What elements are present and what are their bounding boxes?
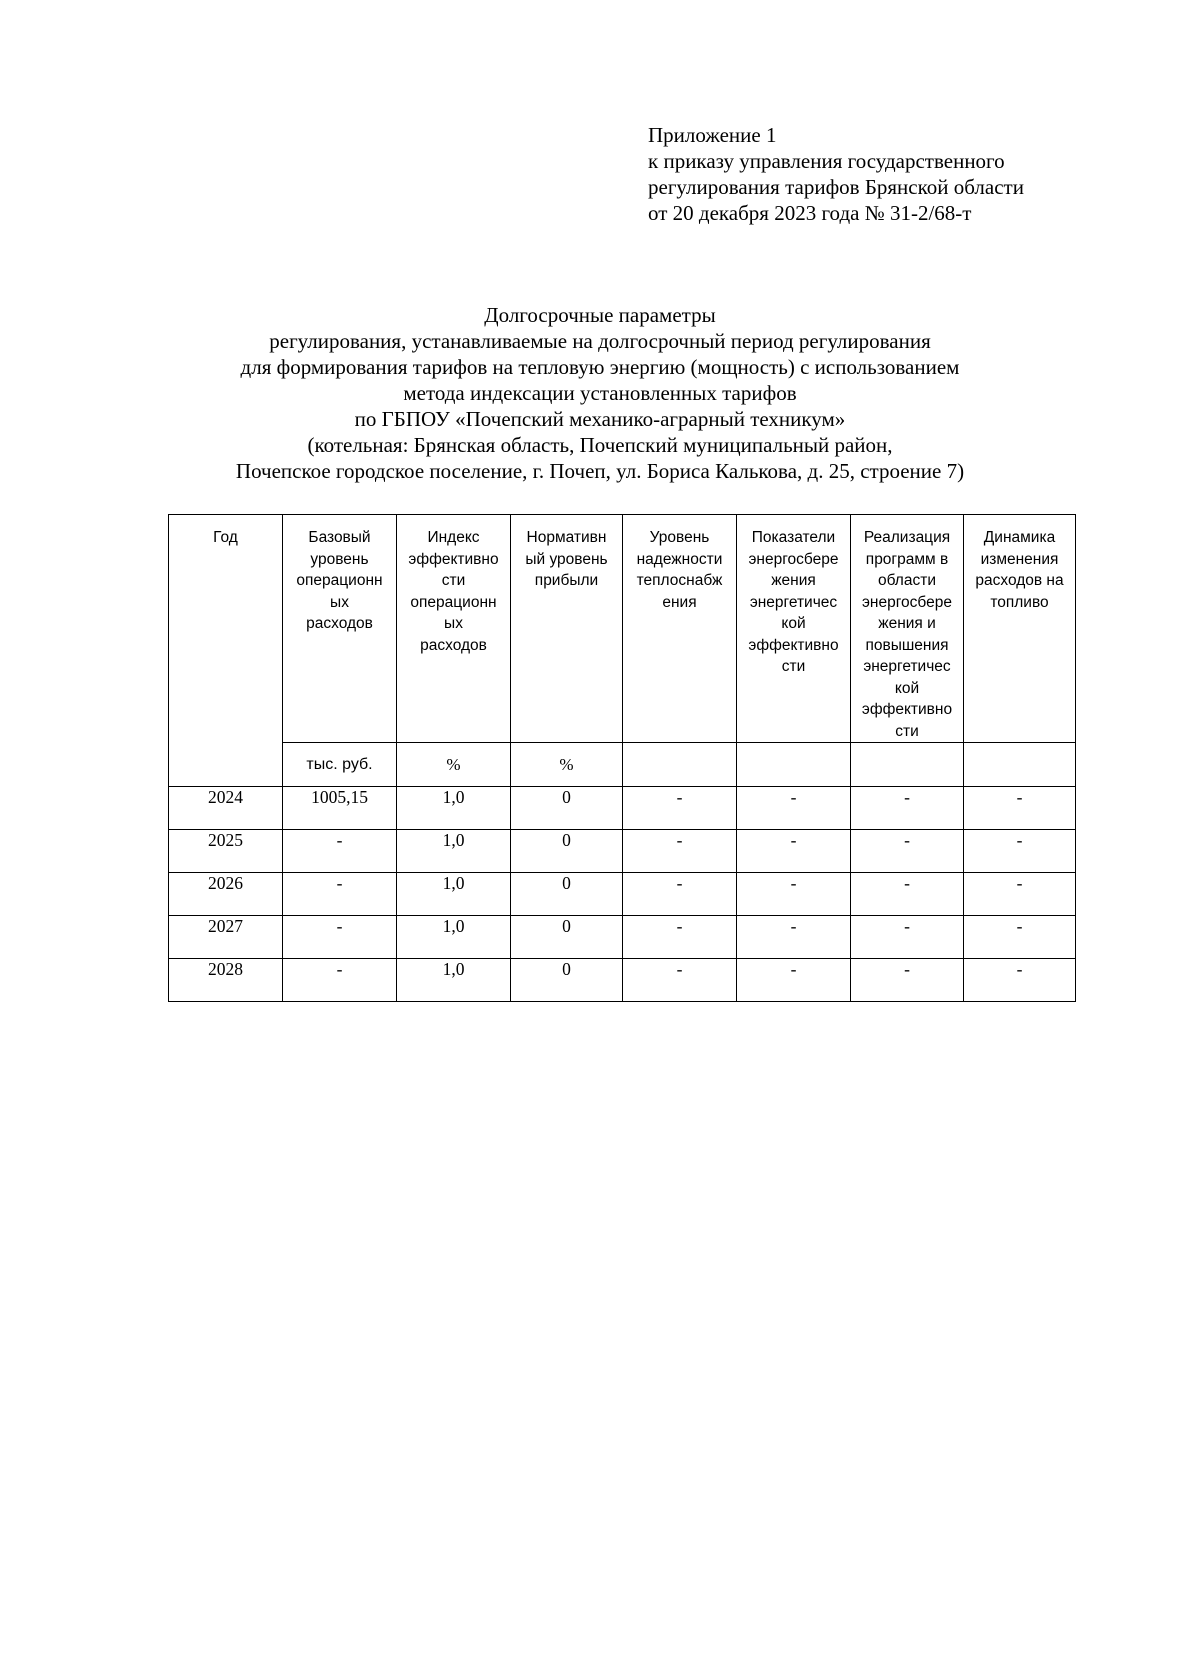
cell-efficiency-index: 1,0 [397, 830, 511, 873]
header-text-line: Динамика [983, 529, 1056, 546]
table-row [169, 830, 1076, 873]
cell-efficiency-index: 1,0 [397, 916, 511, 959]
header-text-line: эффективно [748, 636, 839, 654]
header-text-line: энергосбере [862, 593, 952, 611]
cell-efficiency-index: 1,0 [397, 873, 511, 916]
unit-cell-energy-saving [737, 743, 851, 787]
header-cell-fuel-dynamics [964, 515, 1076, 743]
header-cell-reliability [623, 515, 737, 743]
unit-cell-profit-level: % [511, 743, 623, 787]
header-cell-programs [851, 515, 964, 743]
unit-cell-fuel-dynamics [964, 743, 1076, 787]
title-line: (котельная: Брянская область, Почепский муниципальный район, [307, 433, 893, 457]
cell-energy-saving: - [737, 916, 851, 959]
unit-cell-reliability [623, 743, 737, 787]
cell-programs: - [851, 873, 964, 916]
cell-year: 2026 [169, 873, 283, 916]
header-text-line: уровень [310, 550, 369, 568]
document-title [0, 302, 1200, 484]
header-text-line: Показатели [751, 529, 836, 546]
unit-cell-programs [851, 743, 964, 787]
cell-profit-level: 0 [511, 916, 623, 959]
header-text-line: расходов [306, 615, 373, 632]
cell-efficiency-index: 1,0 [397, 959, 511, 1002]
header-text-line: расходов [420, 636, 487, 654]
header-text-line: Уровень [649, 529, 710, 546]
cell-base-opex: - [283, 916, 397, 959]
cell-profit-level: 0 [511, 959, 623, 1002]
cell-fuel-dynamics: - [964, 959, 1076, 1002]
header-text-line: ых [330, 593, 349, 611]
table-row [169, 916, 1076, 959]
units-row [169, 743, 1076, 787]
cell-year: 2027 [169, 916, 283, 959]
cell-programs: - [851, 959, 964, 1002]
cell-fuel-dynamics: - [964, 873, 1076, 916]
header-text-line: ения [662, 593, 697, 611]
header-text-line: повышения [865, 636, 949, 654]
title-line: метода индексации установленных тарифов [403, 381, 797, 405]
header-row [169, 515, 1076, 743]
header-cell-year [169, 515, 283, 787]
header-text-line: эффективно [861, 701, 953, 718]
cell-programs: - [851, 787, 964, 830]
header-cell-base-opex [283, 515, 397, 743]
table-row [169, 959, 1076, 1002]
title-line: Почепское городское поселение, г. Почеп, ул. Бориса Калькова, д. 25, строение 7) [235, 459, 965, 483]
cell-reliability: - [623, 830, 737, 873]
header-text-line: ый уровень [525, 550, 608, 568]
header-text-line: сти [441, 572, 466, 589]
cell-year: 2024 [169, 787, 283, 830]
header-text-line: энергетичес [749, 593, 838, 611]
cell-reliability: - [623, 959, 737, 1002]
cell-profit-level: 0 [511, 787, 623, 830]
header-text-line: теплоснабж [636, 572, 723, 589]
cell-base-opex: 1005,15 [283, 787, 397, 830]
title-line: Долгосрочные параметры [484, 303, 716, 327]
cell-reliability: - [623, 916, 737, 959]
annex-line: от 20 декабря 2023 года № 31-2/68-т [648, 201, 972, 225]
cell-profit-level: 0 [511, 830, 623, 873]
header-text-line: Базовый [308, 529, 371, 546]
header-text-line: жения [771, 572, 816, 589]
header-text-line: прибыли [534, 572, 599, 589]
header-cell-efficiency-index [397, 515, 511, 743]
title-line: для формирования тарифов на тепловую энергию (мощность) с использованием [240, 355, 960, 379]
header-cell-profit-level [511, 515, 623, 743]
header-text-line: изменения [980, 550, 1059, 568]
header-text-line: Индекс [427, 529, 480, 546]
cell-energy-saving: - [737, 959, 851, 1002]
title-line: регулирования, устанавливаемые на долгосрочный период регулирования [269, 329, 931, 353]
header-text-line: операционн [296, 572, 383, 589]
table-body [169, 515, 1076, 1002]
cell-efficiency-index: 1,0 [397, 787, 511, 830]
cell-fuel-dynamics: - [964, 830, 1076, 873]
header-text-line: жения и [878, 615, 936, 632]
cell-fuel-dynamics: - [964, 787, 1076, 830]
header-text-line: сти [781, 658, 806, 675]
header-text-line: Год [213, 529, 238, 546]
cell-reliability: - [623, 787, 737, 830]
unit-cell-base-opex: тыс. руб. [283, 743, 397, 787]
cell-year: 2028 [169, 959, 283, 1002]
cell-programs: - [851, 830, 964, 873]
cell-energy-saving: - [737, 873, 851, 916]
header-text-line: надежности [636, 550, 723, 568]
header-text-line: Реализация [863, 529, 951, 546]
cell-energy-saving: - [737, 830, 851, 873]
header-text-line: кой [894, 679, 920, 697]
cell-base-opex: - [283, 830, 397, 873]
cell-programs: - [851, 916, 964, 959]
annex-line: регулирования тарифов Брянской области [648, 175, 1024, 199]
header-text-line: Нормативн [526, 529, 607, 546]
header-text-line: области [878, 572, 936, 589]
cell-fuel-dynamics: - [964, 916, 1076, 959]
header-text-line: программ в [865, 550, 949, 568]
header-text-line: эффективно [408, 550, 499, 568]
header-text-line: операционн [410, 593, 497, 611]
header-cell-energy-saving [737, 515, 851, 743]
table-row [169, 873, 1076, 916]
cell-year: 2025 [169, 830, 283, 873]
annex-reference [648, 122, 1024, 226]
header-text-line: сти [895, 722, 919, 740]
annex-line: Приложение 1 [648, 123, 777, 147]
annex-line: к приказу управления государственного [648, 149, 1005, 173]
header-text-line: топливо [990, 593, 1049, 611]
header-text-line: ых [444, 615, 463, 632]
unit-cell-efficiency-index: % [397, 743, 511, 787]
cell-energy-saving: - [737, 787, 851, 830]
title-line: по ГБПОУ «Почепский механико-аграрный техникум» [354, 407, 846, 431]
cell-base-opex: - [283, 873, 397, 916]
cell-profit-level: 0 [511, 873, 623, 916]
header-text-line: энергетичес [863, 658, 951, 675]
table-row [169, 787, 1076, 830]
parameters-table [168, 514, 1076, 1002]
header-text-line: кой [781, 615, 806, 632]
header-text-line: расходов на [975, 572, 1064, 589]
header-text-line: энергосбере [748, 550, 839, 568]
cell-base-opex: - [283, 959, 397, 1002]
cell-reliability: - [623, 873, 737, 916]
